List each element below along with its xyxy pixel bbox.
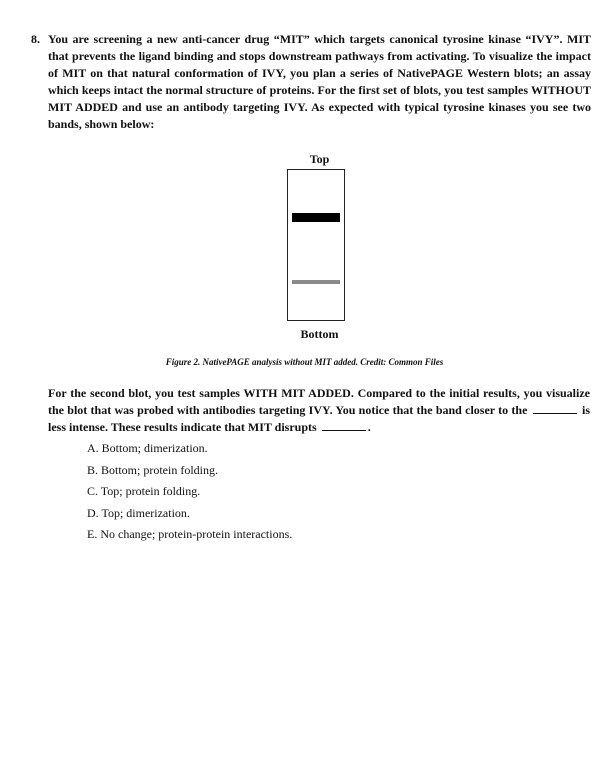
gel-bottom-label: Bottom (300, 327, 339, 341)
gel-top-label: Top (309, 152, 330, 166)
gel-bottom-label-row (0, 327, 609, 342)
gel-top-label-row (0, 152, 609, 167)
answer-blank-1 (533, 404, 577, 414)
question-text: You are screening a new anti-cancer drug “MIT” which targets canonical tyrosine kinase “IVY”. MIT that prevents the ligand binding and stops downstream pathways from activating. To visualize the impact of MIT on that natural conformation of IVY, you plan a series of NativePAGE Western blots; an assay which keeps intact the normal structure of proteins. For the first set of blots, you test samples WITHOUT MIT ADDED and use an antibody targeting IVY. As expected with typical tyrosine kinases you see two bands, shown below: (48, 32, 591, 131)
option-b[interactable]: B. Bottom; protein folding. (87, 462, 218, 477)
upper-band (292, 213, 340, 222)
lower-band (292, 280, 340, 284)
answer-options (87, 440, 292, 548)
question-block (31, 31, 591, 133)
second-paragraph-part2: is less intense. These results indicate that MIT disrupts (48, 403, 591, 434)
option-c[interactable]: C. Top; protein folding. (87, 484, 201, 498)
option-e[interactable]: E. No change; protein-protein interactions. (87, 527, 293, 541)
question-number: 8. (31, 32, 40, 46)
second-paragraph-part3: . (367, 420, 371, 434)
second-paragraph-part1: For the second blot, you test samples WITH MIT ADDED. Compared to the initial results, you visualize the blot that was probed with antibodies targeting IVY. You notice that the band closer to the (48, 386, 590, 417)
option-d[interactable]: D. Top; dimerization. (87, 505, 190, 520)
figure-caption: Figure 2. NativePAGE analysis without MIT added. Credit: Common Files (165, 357, 444, 367)
second-paragraph (48, 385, 590, 436)
option-a[interactable]: A. Bottom; dimerization. (87, 441, 208, 455)
answer-blank-2 (322, 421, 366, 431)
western-blot-lane (287, 169, 345, 321)
